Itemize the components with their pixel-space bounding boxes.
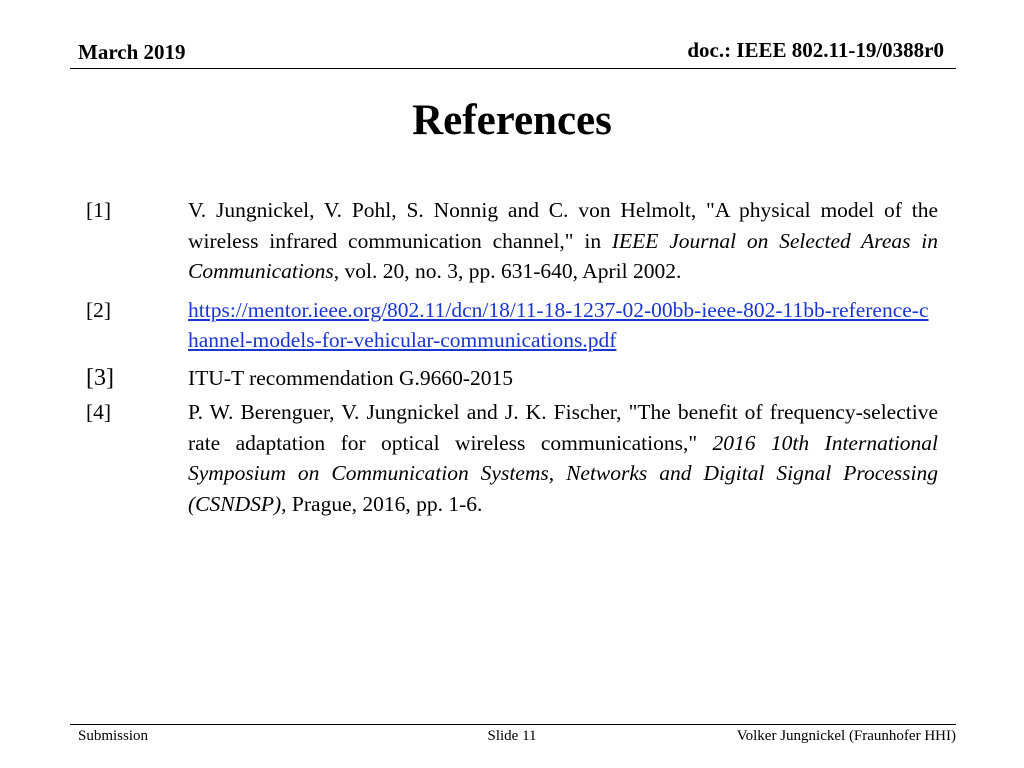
header-doc-id: doc.: IEEE 802.11-19/0388r0: [687, 38, 944, 62]
reference-number: [4]: [86, 400, 112, 424]
reference-text: [188, 195, 938, 287]
reference-text: ITU-T recommendation G.9660-2015: [188, 365, 514, 390]
reference-text: [188, 397, 938, 519]
reference-number: [3]: [86, 364, 114, 391]
reference-list: [86, 195, 938, 519]
reference-link[interactable]: https://mentor.ieee.org/802.11/dcn/18/11-18-1237-02-00bb-ieee-802-11bb-reference-channel-models-for-vehicular-communications.pdf: [188, 297, 929, 352]
page-title: References: [412, 97, 612, 144]
header-divider: [70, 68, 956, 69]
footer-divider: [70, 724, 956, 725]
reference-authors-title: V. Jungnickel, V. Pohl, S. Nonnig and C. von Helmolt, "A physical model of the wireless infrared communication channel," in: [188, 198, 938, 253]
footer-submission: Submission: [78, 728, 149, 744]
reference-item-3: [86, 363, 938, 394]
reference-authors-title: P. W. Berenguer, V. Jungnickel and J. K. Fischer, "The benefit of frequency-selective rate adaptation for optical wireless communications,": [188, 400, 938, 455]
reference-details: , vol. 20, no. 3, pp. 631-640, April 2002.: [333, 259, 682, 283]
reference-item-2: [86, 295, 938, 356]
reference-venue: IEEE Journal on Selected Areas in Communications: [188, 228, 938, 283]
header-date: March 2019: [78, 40, 186, 64]
reference-details: , Prague, 2016, pp. 1-6.: [281, 491, 483, 516]
reference-venue: 2016 10th International Symposium on Communication Systems, Networks and Digital Signal Processing (CSNDSP): [188, 430, 938, 516]
reference-number: [1]: [86, 198, 112, 222]
footer-slide-number: Slide 11: [487, 728, 537, 744]
reference-item-1: [86, 195, 938, 287]
reference-number: [2]: [86, 297, 112, 322]
footer-author: Volker Jungnickel (Fraunhofer HHI): [736, 728, 956, 744]
reference-item-4: [86, 397, 938, 519]
